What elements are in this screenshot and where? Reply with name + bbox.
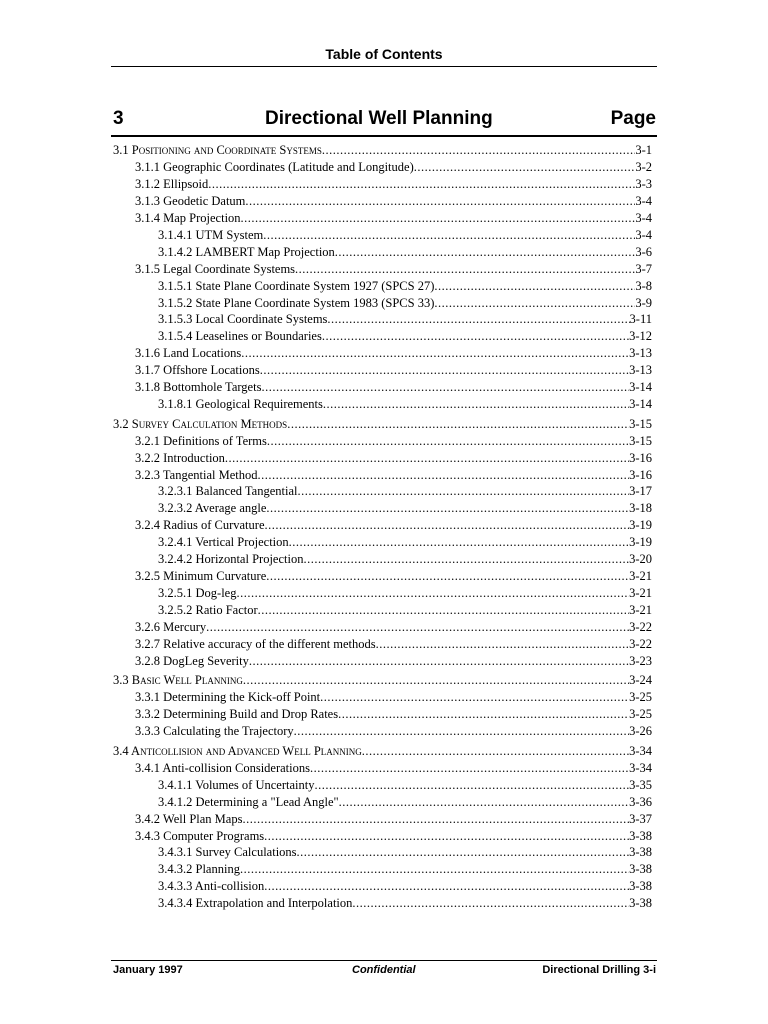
dot-leader [322, 329, 629, 344]
chapter-number: 3 [113, 108, 124, 129]
toc-entry-page: 3-2 [635, 160, 652, 174]
toc-entry[interactable] [135, 380, 652, 395]
dot-leader [287, 417, 629, 432]
toc-entry-label: 3.2.3 Tangential Method [135, 468, 258, 482]
toc-entry[interactable] [135, 363, 652, 378]
toc-entry[interactable] [158, 397, 652, 412]
toc-entry[interactable] [158, 279, 652, 294]
toc-entry[interactable] [135, 724, 652, 739]
toc-entry[interactable] [158, 845, 652, 860]
toc-entry-label: 3.3.3 Calculating the Trajectory [135, 724, 294, 738]
toc-entry[interactable] [158, 535, 652, 550]
toc-entry-label: 3.2.3.2 Average angle [158, 501, 267, 515]
toc-entry[interactable] [135, 451, 652, 466]
toc-entry[interactable] [135, 620, 652, 635]
dot-leader [260, 363, 629, 378]
toc-entry[interactable] [113, 143, 652, 158]
toc-entry-page: 3-22 [629, 637, 652, 651]
toc-entry-page: 3-38 [629, 862, 652, 876]
toc-entry-page: 3-4 [635, 211, 652, 225]
dot-leader [295, 262, 635, 277]
toc-entry-page: 3-23 [629, 654, 652, 668]
dot-leader [240, 862, 629, 877]
toc-entry-page: 3-34 [629, 744, 652, 758]
footer-confidential: Confidential [352, 964, 416, 976]
dot-leader [335, 245, 636, 260]
toc-entry-page: 3-37 [629, 812, 652, 826]
dot-leader [322, 143, 635, 158]
toc-entry[interactable] [135, 569, 652, 584]
toc-entry-label: 3.2.7 Relative accuracy of the different methods [135, 637, 376, 651]
toc-entry-label: 3.1.6 Land Locations [135, 346, 242, 360]
dot-leader [376, 637, 629, 652]
toc-entry[interactable] [158, 778, 652, 793]
toc-entry-page: 3-17 [629, 484, 652, 498]
dot-leader [362, 744, 629, 759]
dot-leader [265, 518, 630, 533]
toc-entry[interactable] [135, 654, 652, 669]
toc-entry-page: 3-38 [629, 896, 652, 910]
dot-leader [310, 761, 629, 776]
toc-entry[interactable] [158, 586, 652, 601]
toc-entry[interactable] [135, 637, 652, 652]
toc-entry[interactable] [158, 795, 652, 810]
toc-entry[interactable] [158, 862, 652, 877]
dot-leader [264, 879, 629, 894]
toc-entry[interactable] [135, 346, 652, 361]
footer-date: January 1997 [113, 964, 183, 976]
toc-entry-label: 3.3 Basic Well Planning [113, 673, 243, 687]
dot-leader [243, 673, 629, 688]
toc-entry-page: 3-13 [629, 363, 652, 377]
toc-entry-label: 3.1.1 Geographic Coordinates (Latitude and Longitude) [135, 160, 414, 174]
toc-entry-label: 3.4.2 Well Plan Maps [135, 812, 243, 826]
toc-entry-label: 3.3.1 Determining the Kick-off Point [135, 690, 321, 704]
dot-leader [263, 228, 635, 243]
dot-leader [297, 484, 629, 499]
dot-leader [261, 380, 629, 395]
toc-entry-label: 3.2.3.1 Balanced Tangential [158, 484, 298, 498]
toc-entry-label: 3.4.1 Anti-collision Considerations [135, 761, 310, 775]
dot-leader [320, 690, 629, 705]
dot-leader [236, 586, 629, 601]
toc-entry-page: 3-25 [629, 707, 652, 721]
toc-entry-label: 3.1.2 Ellipsoid [135, 177, 209, 191]
toc-entry-label: 3.1.8.1 Geological Requirements [158, 397, 323, 411]
toc-entry[interactable] [135, 812, 652, 827]
dot-leader [297, 845, 630, 860]
toc-entry-label: 3.4.1.1 Volumes of Uncertainty [158, 778, 315, 792]
toc-entry-page: 3-20 [629, 552, 652, 566]
toc-entry-page: 3-7 [635, 262, 652, 276]
toc-entry-page: 3-16 [629, 451, 652, 465]
toc-entry-page: 3-12 [629, 329, 652, 343]
toc-entry[interactable] [135, 690, 652, 705]
toc-entry[interactable] [135, 262, 652, 277]
toc-entry-label: 3.1.4.1 UTM System [158, 228, 264, 242]
toc-entry[interactable] [135, 177, 652, 192]
toc-entry-label: 3.2.4 Radius of Curvature [135, 518, 265, 532]
toc-entry-label: 3.2.1 Definitions of Terms [135, 434, 267, 448]
toc-entry-label: 3.1.5.2 State Plane Coordinate System 1983 (SPCS 33) [158, 296, 435, 310]
toc-entry-label: 3.4.3.4 Extrapolation and Interpolation [158, 896, 353, 910]
dot-leader [249, 654, 629, 669]
toc-entry-label: 3.1.8 Bottomhole Targets [135, 380, 262, 394]
toc-entry-page: 3-36 [629, 795, 652, 809]
dot-leader [245, 194, 635, 209]
toc-entry-label: 3.1.5 Legal Coordinate Systems [135, 262, 296, 276]
toc-entry[interactable] [158, 501, 652, 516]
toc-entry[interactable] [158, 228, 652, 243]
toc-entry-page: 3-34 [629, 761, 652, 775]
toc-entry[interactable] [113, 744, 652, 759]
toc-entry-page: 3-15 [629, 417, 652, 431]
toc-entry[interactable] [158, 896, 652, 911]
dot-leader [241, 211, 636, 226]
toc-entry[interactable] [158, 879, 652, 894]
toc-entry[interactable] [135, 468, 652, 483]
toc-entry[interactable] [158, 603, 652, 618]
dot-leader [225, 451, 629, 466]
toc-entry-page: 3-6 [635, 245, 652, 259]
toc-entry-label: 3.1.5.1 State Plane Coordinate System 1927 (SPCS 27) [158, 279, 435, 293]
page-header-title: Table of Contents [325, 46, 443, 62]
dot-leader [434, 296, 635, 311]
toc-entry[interactable] [113, 417, 652, 432]
dot-leader [414, 160, 636, 175]
dot-leader [208, 177, 635, 192]
toc-entry[interactable] [158, 296, 652, 311]
toc-entry-label: 3.1.7 Offshore Locations [135, 363, 260, 377]
footer-divider [111, 960, 657, 961]
toc-entry-page: 3-21 [629, 603, 652, 617]
toc-entry-label: 3.2.2 Introduction [135, 451, 225, 465]
toc-entry[interactable] [158, 245, 652, 260]
toc-entry[interactable] [135, 518, 652, 533]
toc-entry[interactable] [158, 484, 652, 499]
toc-entry-page: 3-15 [629, 434, 652, 448]
toc-entry-label: 3.2.6 Mercury [135, 620, 207, 634]
toc-entry-page: 3-8 [635, 279, 652, 293]
page-column-label: Page [610, 108, 656, 129]
toc-entry-page: 3-13 [629, 346, 652, 360]
dot-leader [266, 569, 629, 584]
dot-leader [266, 501, 629, 516]
toc-entry-page: 3-3 [635, 177, 652, 191]
toc-entry-label: 3.1.3 Geodetic Datum [135, 194, 246, 208]
header-divider [111, 66, 657, 67]
toc-entry-label: 3.1.5.3 Local Coordinate Systems [158, 312, 328, 326]
dot-leader [303, 552, 629, 567]
toc-entry-label: 3.2.5 Minimum Curvature [135, 569, 267, 583]
toc-entry-page: 3-24 [629, 673, 652, 687]
toc-entry[interactable] [135, 194, 652, 209]
toc-entry[interactable] [158, 552, 652, 567]
dot-leader [314, 778, 629, 793]
toc-entry-page: 3-38 [629, 829, 652, 843]
toc-entry-label: 3.4 Anticollision and Advanced Well Planning [113, 744, 362, 758]
toc-entry-label: 3.2.4.1 Vertical Projection [158, 535, 289, 549]
dot-leader [338, 707, 629, 722]
toc-entry-page: 3-9 [635, 296, 652, 310]
dot-leader [258, 468, 630, 483]
dot-leader [323, 397, 629, 412]
toc-entry-label: 3.2.8 DogLeg Severity [135, 654, 249, 668]
chapter-title: Directional Well Planning [265, 108, 493, 129]
toc-entry-page: 3-14 [629, 380, 652, 394]
toc-entry-page: 3-19 [629, 535, 652, 549]
chapter-divider [111, 135, 657, 137]
toc-entry-page: 3-35 [629, 778, 652, 792]
dot-leader [327, 312, 629, 327]
toc-entry[interactable] [158, 312, 652, 327]
dot-leader [267, 434, 629, 449]
toc-entry[interactable] [135, 434, 652, 449]
toc-entry-label: 3.2.5.2 Ratio Factor [158, 603, 258, 617]
toc-entry-page: 3-26 [629, 724, 652, 738]
toc-entry-page: 3-38 [629, 879, 652, 893]
toc-entry[interactable] [113, 673, 652, 688]
toc-entry-label: 3.4.3.3 Anti-collision [158, 879, 265, 893]
toc-entry-label: 3.1.5.4 Leaselines or Boundaries [158, 329, 322, 343]
toc-entry-page: 3-21 [629, 569, 652, 583]
toc-entry-page: 3-18 [629, 501, 652, 515]
toc-entry-page: 3-21 [629, 586, 652, 600]
toc-entry[interactable] [158, 329, 652, 344]
dot-leader [258, 603, 629, 618]
dot-leader [242, 812, 629, 827]
toc-entry-label: 3.1 Positioning and Coordinate Systems [113, 143, 322, 157]
toc-entry-page: 3-16 [629, 468, 652, 482]
toc-entry-label: 3.1.4 Map Projection [135, 211, 241, 225]
toc-entry-page: 3-22 [629, 620, 652, 634]
toc-entry[interactable] [135, 761, 652, 776]
toc-entry-label: 3.1.4.2 LAMBERT Map Projection [158, 245, 335, 259]
toc-entry-page: 3-1 [635, 143, 652, 157]
toc-entry-page: 3-11 [629, 312, 652, 326]
toc-entry-label: 3.4.3.1 Survey Calculations [158, 845, 297, 859]
toc-entry-page: 3-25 [629, 690, 652, 704]
toc-entry[interactable] [135, 160, 652, 175]
toc-entry-page: 3-4 [635, 194, 652, 208]
toc-entry[interactable] [135, 707, 652, 722]
toc-entry-label: 3.2.4.2 Horizontal Projection [158, 552, 304, 566]
dot-leader [241, 346, 629, 361]
toc-entry-label: 3.4.1.2 Determining a "Lead Angle" [158, 795, 339, 809]
toc-entry-page: 3-38 [629, 845, 652, 859]
toc-entry-label: 3.4.3 Computer Programs [135, 829, 265, 843]
toc-entry-page: 3-14 [629, 397, 652, 411]
dot-leader [339, 795, 629, 810]
dot-leader [434, 279, 635, 294]
dot-leader [352, 896, 629, 911]
footer-document-page: Directional Drilling 3-i [542, 964, 656, 976]
toc-entry-label: 3.4.3.2 Planning [158, 862, 240, 876]
chapter-heading [111, 108, 656, 134]
dot-leader [294, 724, 629, 739]
dot-leader [264, 829, 629, 844]
dot-leader [206, 620, 629, 635]
toc-entry-label: 3.3.2 Determining Build and Drop Rates [135, 707, 339, 721]
dot-leader [289, 535, 629, 550]
toc-entry-label: 3.2.5.1 Dog-leg [158, 586, 237, 600]
toc-entry-label: 3.2 Survey Calculation Methods [113, 417, 288, 431]
toc-entry[interactable] [135, 211, 652, 226]
toc-entry[interactable] [135, 829, 652, 844]
toc-entry-page: 3-4 [635, 228, 652, 242]
toc-entry-page: 3-19 [629, 518, 652, 532]
